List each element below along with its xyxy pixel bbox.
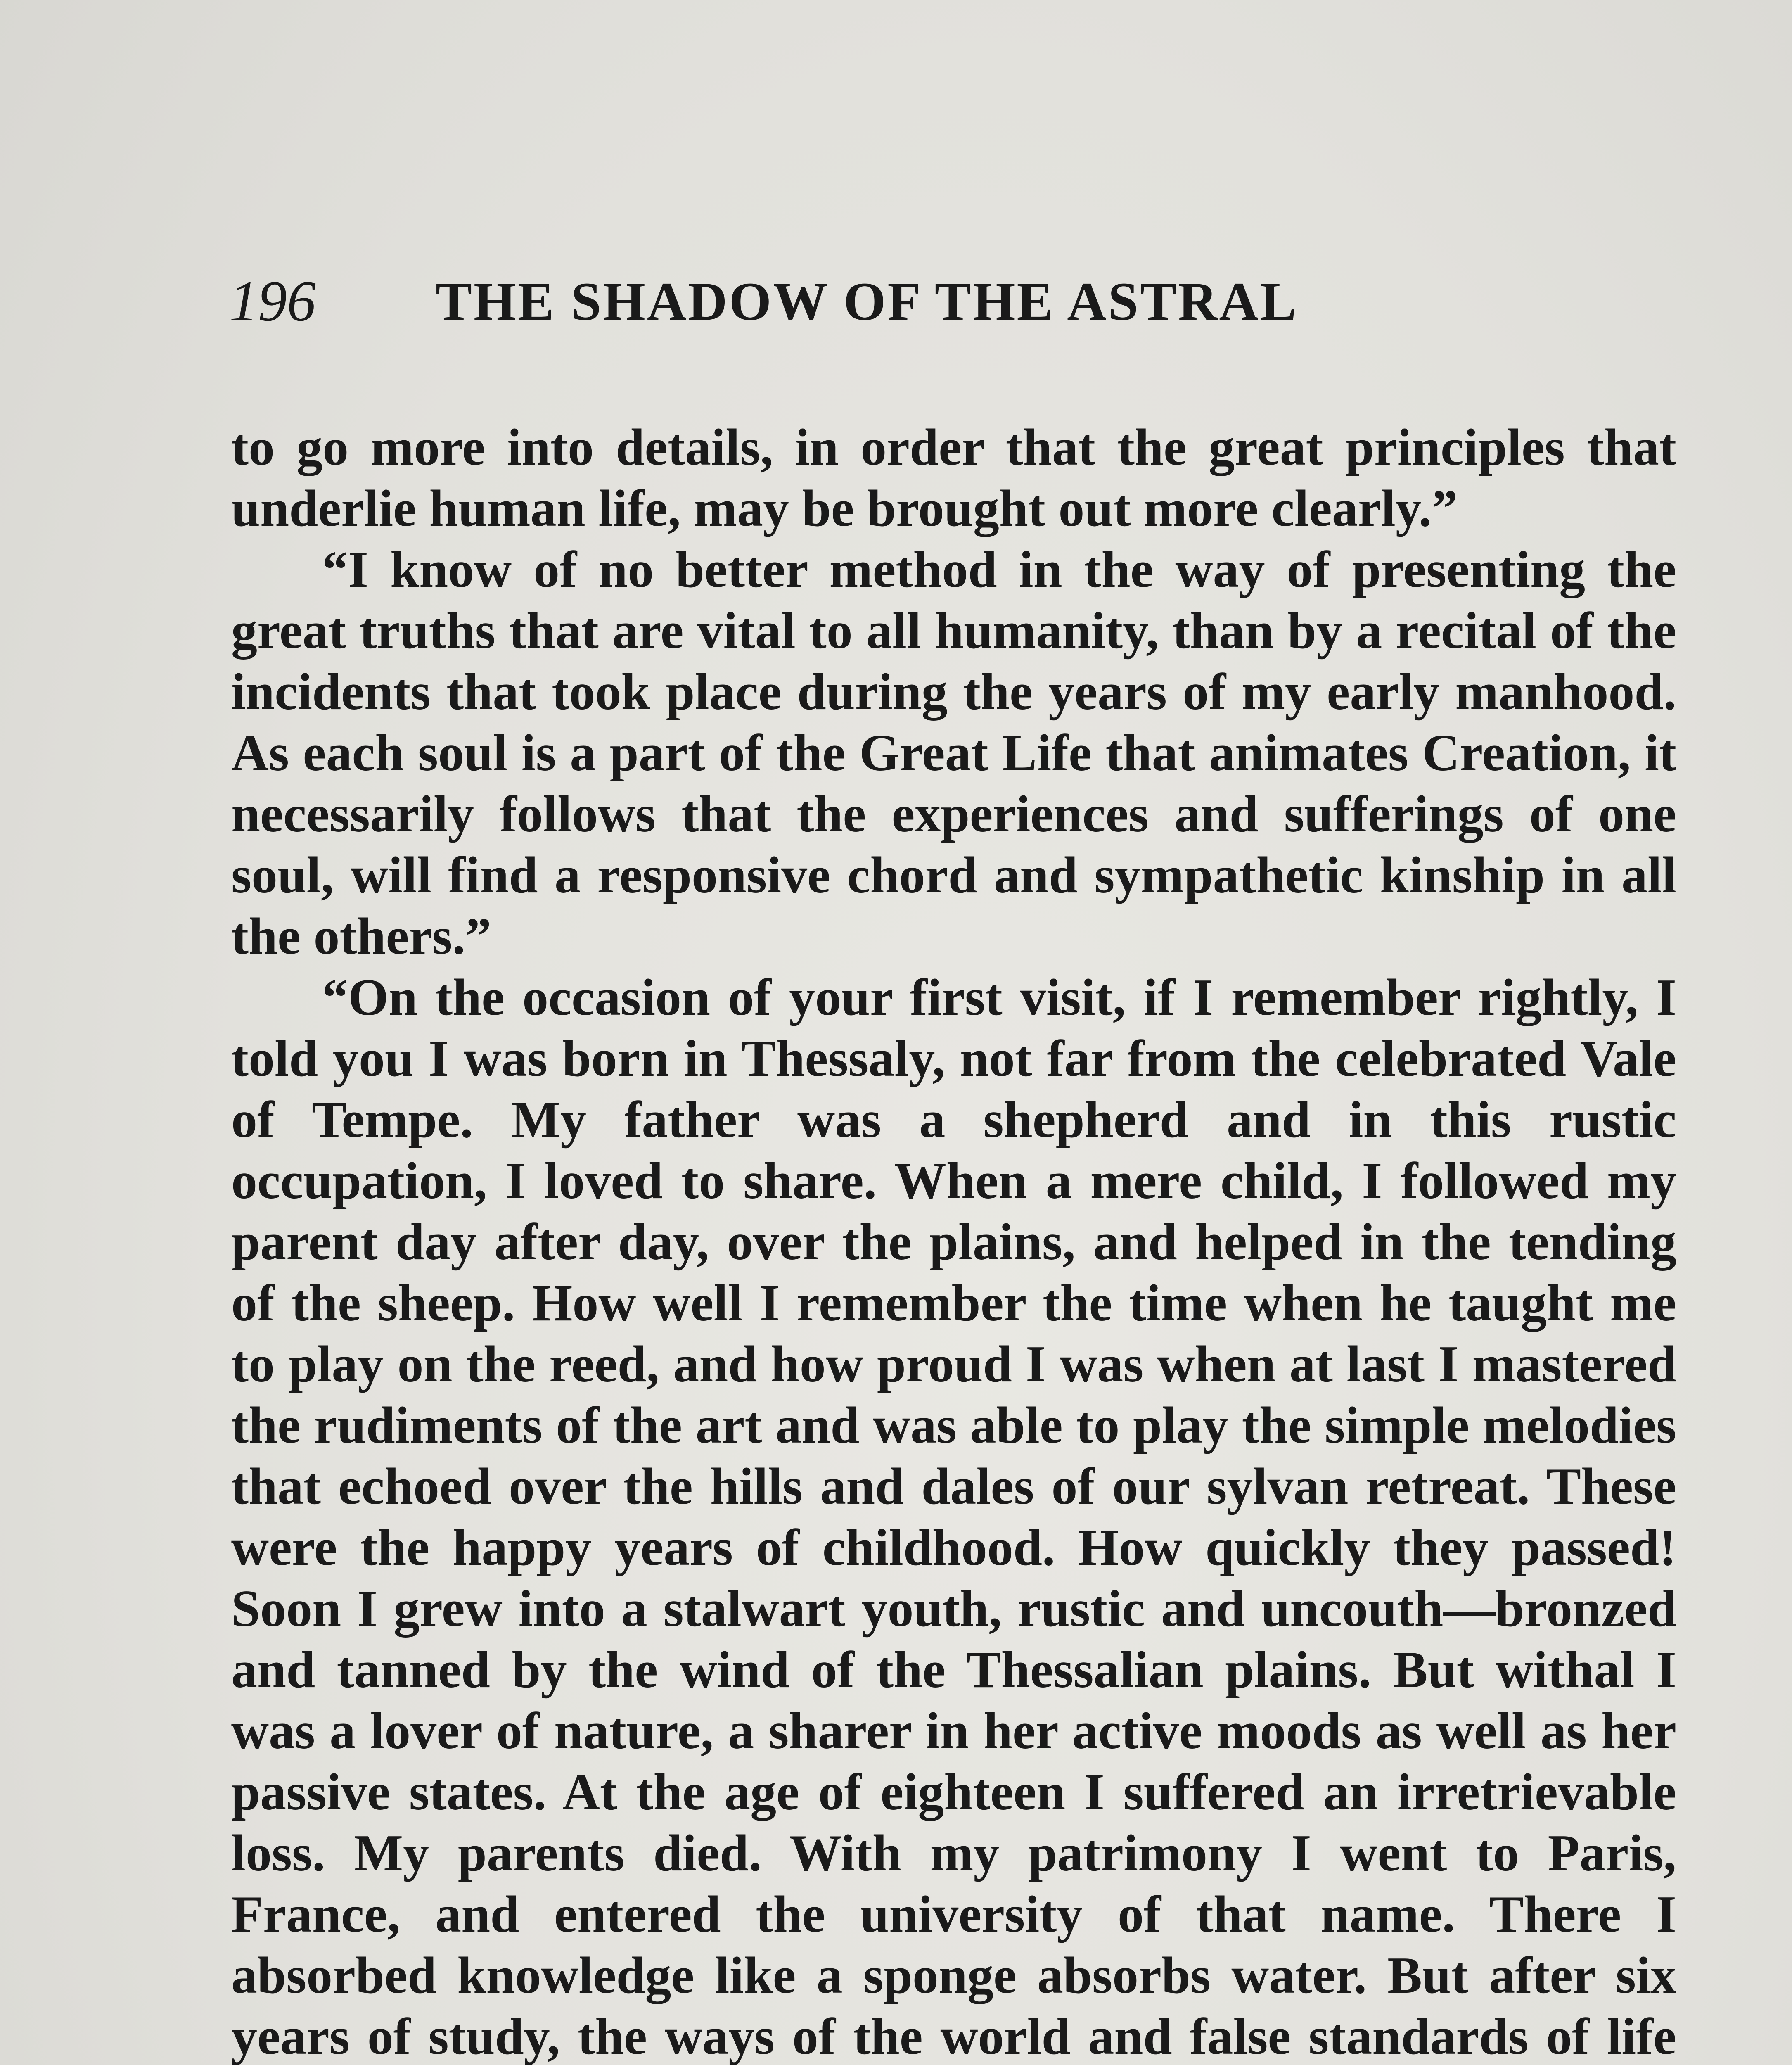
page-number: 196 (229, 269, 316, 333)
running-title: THE SHADOW OF THE ASTRAL (436, 271, 1298, 332)
running-header (229, 264, 1468, 339)
paragraph: “I know of no better method in the way of presenting the great truths that are vital to all humanity, than by a recital of the incidents that took place during the years of my early manhood. As each soul is a part of the Great Life that animates Creation, it necessarily follows that the experiences and sufferings of one soul, will find a responsive chord and sympathetic kinship in all the others.” (231, 541, 1676, 965)
paragraph: “On the occasion of your first visit, if I remember rightly, I told you I was born in Thessaly, not far from the celebrated Vale of Tempe. My father was a shepherd and in this rustic occupation, I loved to share. When a mere child, I followed my parent day after day, over the plains, and helped in the tending of the sheep. How well I remember the time when he taught me to play on the reed, and how proud I was when at last I mastered the rudiments of the art and was able to play the simple melodies that echoed over the hills and dales of our sylvan retreat. These were the happy years of childhood. How quickly they passed! Soon I grew into a stalwart youth, rustic and uncouth—bronzed and tanned by the wind of the Thessalian plains. But withal I was a lover of nature, a sharer in her active moods as well as her passive states. At the age of eighteen I suffered an irretrievable loss. My parents died. With my patrimony I went to Paris, France, and entered the university of that name. There I absorbed knowledge like a sponge absorbs water. But after six years of study, the ways of the world and false standards of life (231, 969, 1676, 2065)
body-text (231, 417, 1676, 2065)
paragraph-continuation: to go more into details, in order that the great principles that underlie human life, may be brought out more clearly.” (231, 419, 1676, 537)
